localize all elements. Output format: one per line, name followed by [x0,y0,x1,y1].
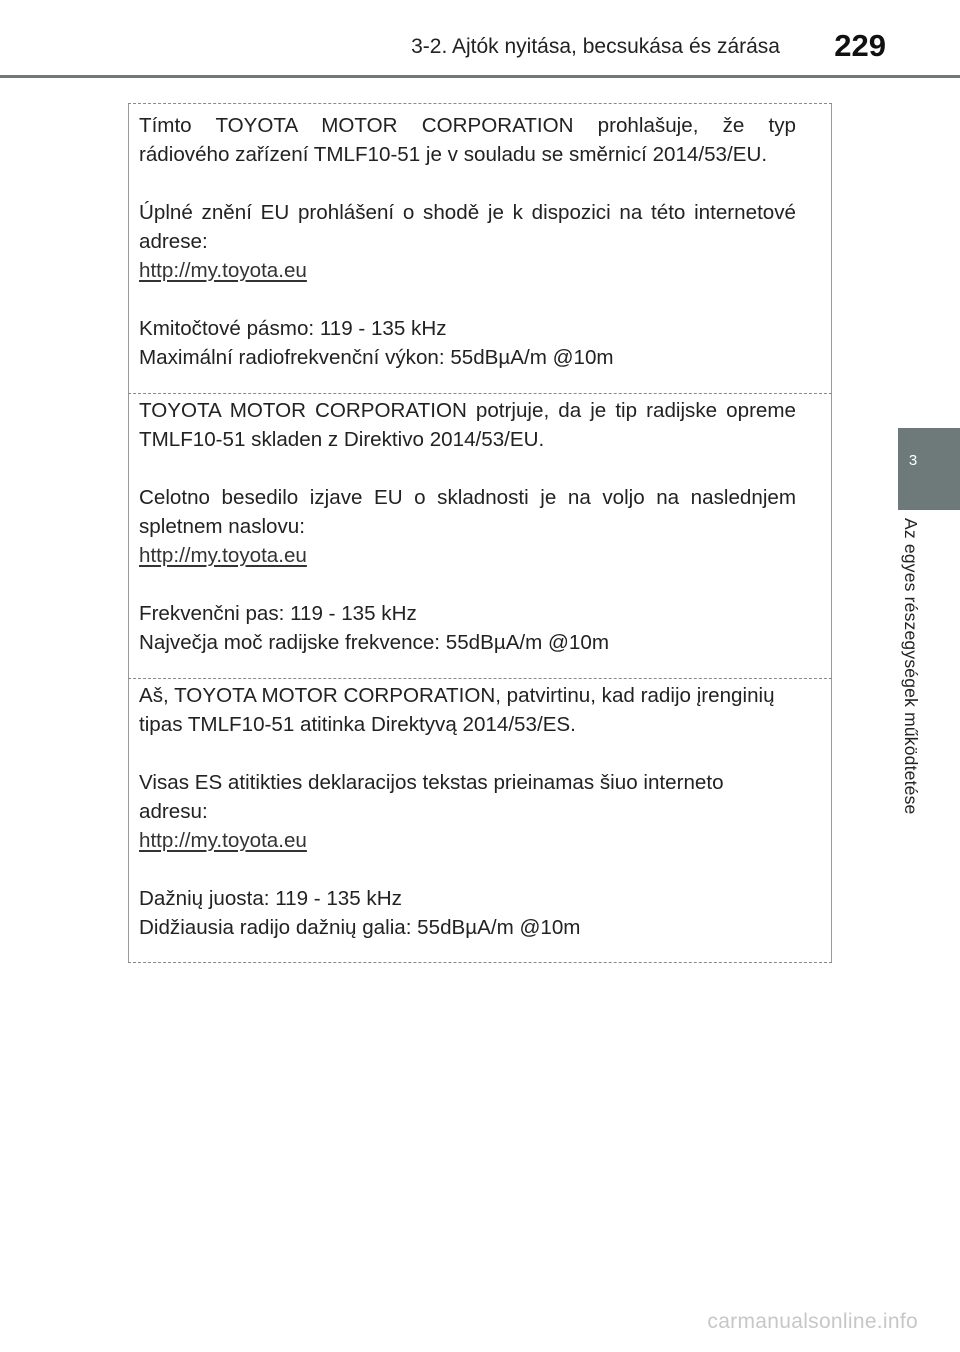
section-divider [128,393,832,394]
declaration-text: spletnem naslovu: [139,515,305,538]
box-bottom-border [128,962,832,963]
declaration-text: tipas TMLF10-51 atitinka Direktyvą 2014/53/ES. [139,713,576,736]
declaration-section-slovenian [139,396,796,657]
header-divider [0,75,960,78]
page-number: 229 [834,28,886,63]
chapter-tab [898,428,960,510]
declaration-text: adresu: [139,800,208,823]
chapter-number: 3 [908,452,918,469]
max-power: Največja moč radijske frekvence: 55dBµA/m @10m [139,631,609,654]
declaration-text: rádiového zařízení TMLF10-51 je v souladu se směrnicí 2014/53/EU. [139,143,768,166]
declaration-text: TMLF10-51 skladen z Direktivo 2014/53/EU. [139,428,545,451]
box-top-border [128,103,832,104]
declaration-text: Aš, TOYOTA MOTOR CORPORATION, patvirtinu, kad radijo įrenginių [139,684,775,707]
declaration-text: Celotno besedilo izjave EU o skladnosti je na voljo na naslednjem [139,486,796,509]
frequency-band: Frekvenčni pas: 119 - 135 kHz [139,602,417,625]
section-title: 3-2. Ajtók nyitása, becsukása és zárása [411,35,780,58]
declaration-section-czech [139,111,796,372]
website-link[interactable]: http://my.toyota.eu [139,829,307,852]
declaration-text: TOYOTA MOTOR CORPORATION potrjuje, da je tip radijske opreme [139,399,796,422]
chapter-label: Az egyes részegységek működtetése [901,518,921,815]
declaration-text: Úplné znění EU prohlášení o shodě je k dispozici na této internetové [139,201,796,224]
frequency-band: Kmitočtové pásmo: 119 - 135 kHz [139,317,447,340]
declaration-section-lithuanian [139,681,796,942]
section-divider [128,678,832,679]
website-link[interactable]: http://my.toyota.eu [139,544,307,567]
declaration-text: adrese: [139,230,208,253]
max-power: Maximální radiofrekvenční výkon: 55dBµA/m @10m [139,346,614,369]
frequency-band: Dažnių juosta: 119 - 135 kHz [139,887,402,910]
declaration-text: Visas ES atitikties deklaracijos tekstas prieinamas šiuo interneto [139,771,724,794]
declaration-text: Tímto TOYOTA MOTOR CORPORATION prohlašuje, že typ [139,114,796,137]
website-link[interactable]: http://my.toyota.eu [139,259,307,282]
watermark: carmanualsonline.info [707,1310,918,1333]
max-power: Didžiausia radijo dažnių galia: 55dBµA/m @10m [139,916,581,939]
